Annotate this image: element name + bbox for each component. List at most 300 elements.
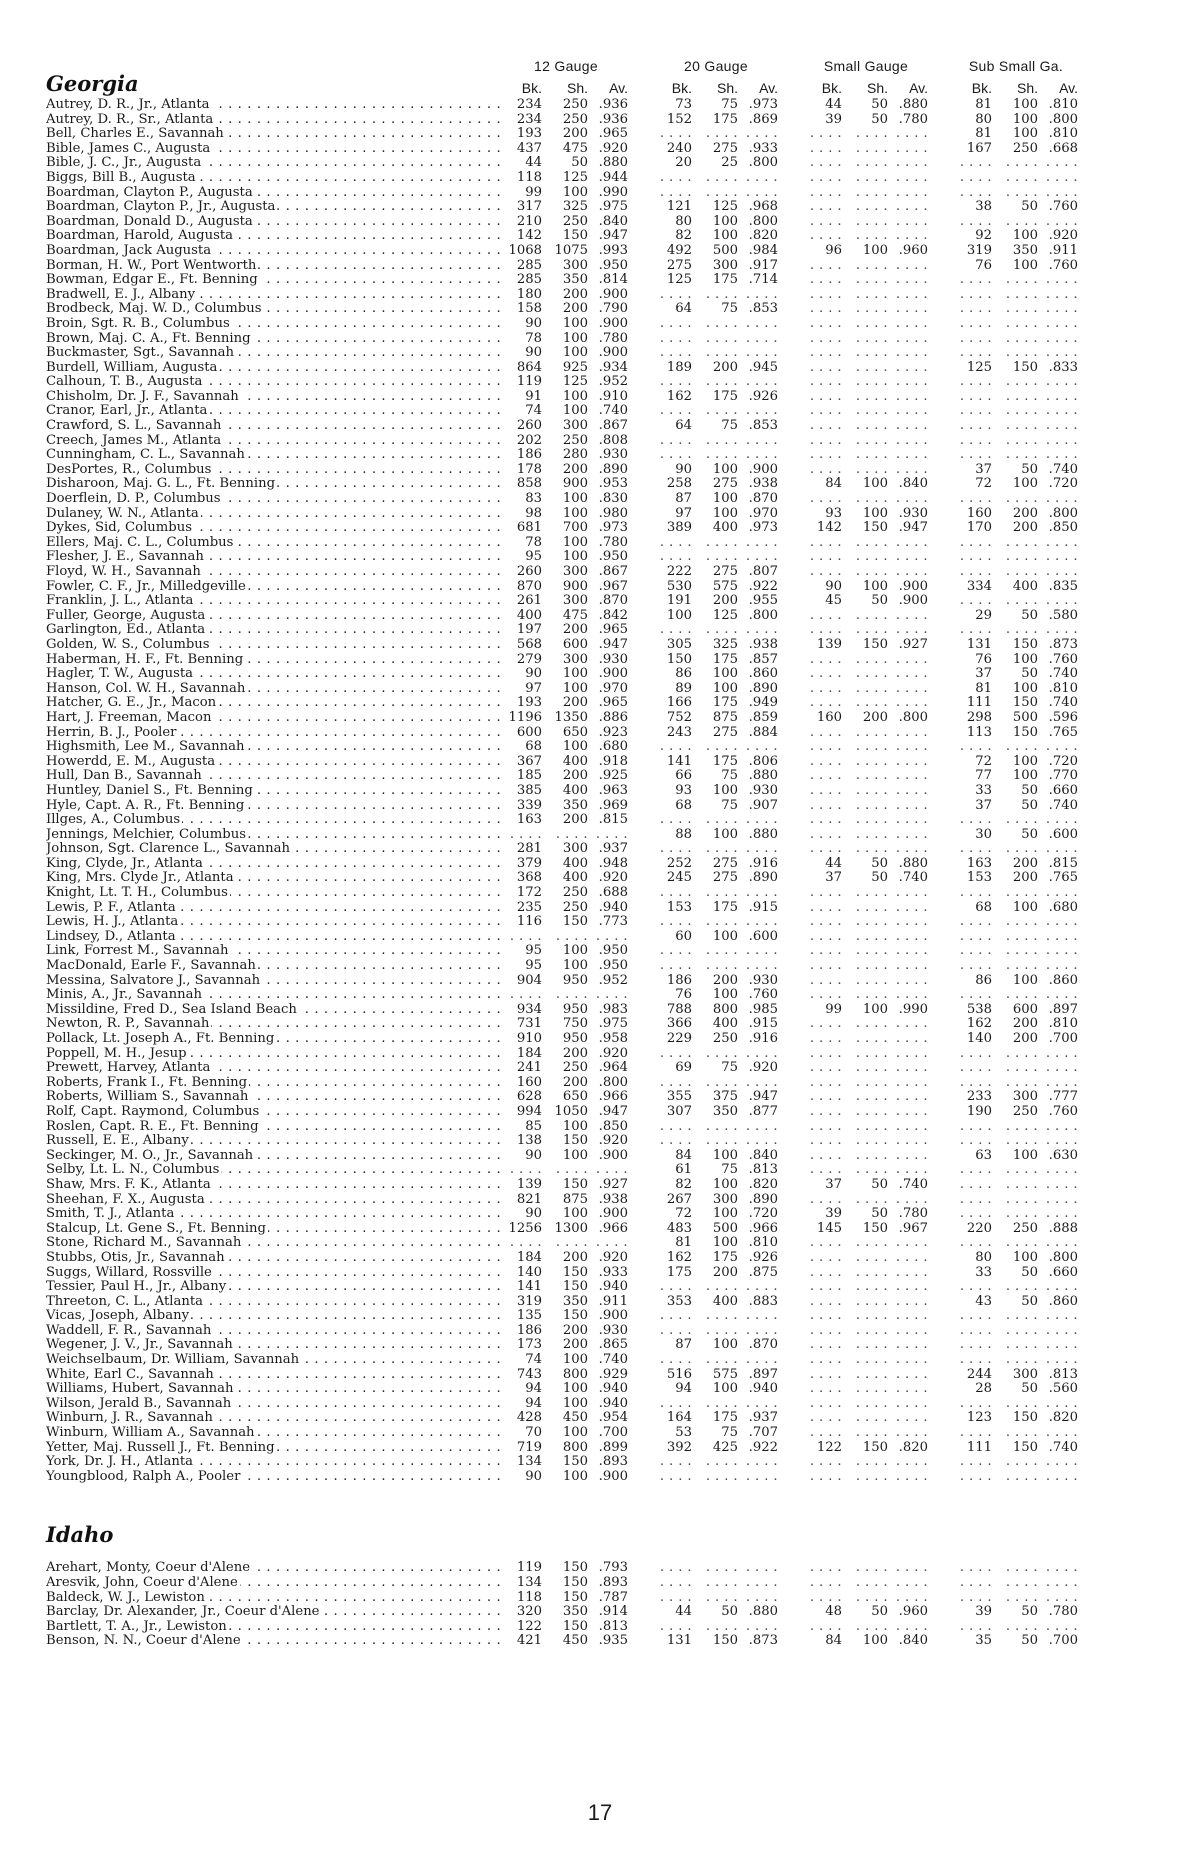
shooter-name xyxy=(46,1280,504,1295)
empty-cell: . . . . xyxy=(809,140,842,156)
empty-cell: . . . . xyxy=(809,987,842,1003)
empty-cell: . . . . xyxy=(509,1162,542,1178)
shots: 200 xyxy=(562,1322,588,1338)
average: .899 xyxy=(598,1439,628,1455)
shooter-name-text: Seckinger, M. O., Jr., Savannah xyxy=(46,1148,254,1163)
column-header: Av. xyxy=(759,80,778,96)
empty-cell: . . . . xyxy=(809,972,842,988)
empty-cell: . . . . xyxy=(1005,1322,1038,1338)
birds-broken: 48 xyxy=(825,1604,842,1620)
empty-cell: . . . . xyxy=(1045,1425,1078,1441)
shots: 150 xyxy=(862,636,888,652)
birds-broken: 164 xyxy=(666,1410,692,1426)
empty-cell: . . . . xyxy=(855,1249,888,1265)
shooter-name xyxy=(46,1090,504,1105)
shooter-name-text: Burdell, William, Augusta xyxy=(46,360,218,375)
empty-cell: . . . . xyxy=(1005,958,1038,974)
empty-cell: . . . . xyxy=(895,1425,928,1441)
shooter-name-text: Waddell, F. R., Savannah xyxy=(46,1323,212,1338)
shooter-row xyxy=(46,1309,1161,1324)
empty-cell: . . . . xyxy=(1045,1191,1078,1207)
average: .963 xyxy=(598,782,628,798)
empty-cell: . . . . xyxy=(959,301,992,317)
shooter-name xyxy=(46,1353,504,1368)
average: .707 xyxy=(748,1425,778,1441)
shooter-name xyxy=(46,886,504,901)
birds-broken: 162 xyxy=(966,1016,992,1032)
shooter-name xyxy=(46,594,504,609)
shots: 50 xyxy=(1021,782,1038,798)
empty-cell: . . . . xyxy=(1045,622,1078,638)
shooter-row xyxy=(46,1620,1161,1635)
empty-cell: . . . . xyxy=(555,826,588,842)
empty-cell: . . . . xyxy=(705,126,738,142)
shooter-name-text: Fuller, George, Augusta xyxy=(46,608,206,623)
average: .840 xyxy=(748,1147,778,1163)
birds-broken: 90 xyxy=(525,1206,542,1222)
empty-cell: . . . . xyxy=(809,1589,842,1605)
empty-cell: . . . . xyxy=(895,1308,928,1324)
birds-broken: 91 xyxy=(525,388,542,404)
shooter-name xyxy=(46,1032,504,1047)
empty-cell: . . . . xyxy=(809,914,842,930)
empty-cell: . . . . xyxy=(809,257,842,273)
shots: 100 xyxy=(712,928,738,944)
birds-broken: 85 xyxy=(525,1118,542,1134)
shooter-name-text: Bible, J. C., Jr., Augusta xyxy=(46,156,202,171)
shots: 250 xyxy=(562,1060,588,1076)
shots: 100 xyxy=(712,1337,738,1353)
shooter-name xyxy=(46,1411,504,1426)
shooter-name-text: Threeton, C. L., Atlanta xyxy=(46,1294,203,1309)
shooter-name xyxy=(46,682,504,697)
average: .965 xyxy=(598,126,628,142)
empty-cell: . . . . xyxy=(509,928,542,944)
birds-broken: 681 xyxy=(516,520,542,536)
average: .900 xyxy=(598,666,628,682)
empty-cell: . . . . xyxy=(895,461,928,477)
empty-cell: . . . . xyxy=(1045,1337,1078,1353)
shooter-row xyxy=(46,1236,1161,1251)
empty-cell: . . . . xyxy=(705,447,738,463)
shots: 950 xyxy=(562,1001,588,1017)
shooter-name-text: Selby, Lt. L. N., Columbus xyxy=(46,1163,220,1178)
empty-cell: . . . . xyxy=(809,359,842,375)
shots: 100 xyxy=(562,739,588,755)
shooter-row xyxy=(46,273,1161,288)
average: .870 xyxy=(748,1337,778,1353)
birds-broken: 118 xyxy=(516,1589,542,1605)
shots: 150 xyxy=(862,1220,888,1236)
shooter-name-text: Chisholm, Dr. J. F., Savannah xyxy=(46,389,239,404)
shooter-row xyxy=(46,1295,1161,1310)
empty-cell: . . . . xyxy=(659,1074,692,1090)
empty-cell: . . . . xyxy=(1005,432,1038,448)
birds-broken: 95 xyxy=(525,958,542,974)
average: .950 xyxy=(598,943,628,959)
empty-cell: . . . . xyxy=(959,1235,992,1251)
average: .985 xyxy=(748,1001,778,1017)
birds-broken: 72 xyxy=(975,753,992,769)
shooter-name xyxy=(46,1368,504,1383)
shooter-row xyxy=(46,142,1161,157)
average: .926 xyxy=(748,388,778,404)
empty-cell: . . . . xyxy=(595,928,628,944)
empty-cell: . . . . xyxy=(659,447,692,463)
shots: 100 xyxy=(712,461,738,477)
average: .596 xyxy=(1048,709,1078,725)
empty-cell: . . . . xyxy=(959,885,992,901)
empty-cell: . . . . xyxy=(895,943,928,959)
empty-cell: . . . . xyxy=(705,1395,738,1411)
shooter-row xyxy=(46,594,1161,609)
empty-cell: . . . . xyxy=(895,228,928,244)
shooter-name-text: Hart, J. Freeman, Macon xyxy=(46,710,212,725)
average: .806 xyxy=(748,753,778,769)
column-header: Bk. xyxy=(971,80,992,96)
shooter-row xyxy=(46,1338,1161,1353)
shooter-name-text: Franklin, J. L., Atlanta xyxy=(46,594,194,609)
birds-broken: 74 xyxy=(525,1352,542,1368)
shots: 50 xyxy=(871,870,888,886)
shots: 200 xyxy=(1012,855,1038,871)
empty-cell: . . . . xyxy=(895,812,928,828)
shooter-row xyxy=(46,886,1161,901)
average: .993 xyxy=(598,242,628,258)
empty-cell: . . . . xyxy=(659,374,692,390)
birds-broken: 492 xyxy=(666,242,692,258)
empty-cell: . . . . xyxy=(855,899,888,915)
empty-cell: . . . . xyxy=(809,403,842,419)
birds-broken: 90 xyxy=(525,345,542,361)
shooter-name xyxy=(46,434,504,449)
empty-cell: . . . . xyxy=(809,1410,842,1426)
birds-broken: 379 xyxy=(516,855,542,871)
shots: 75 xyxy=(721,1162,738,1178)
empty-cell: . . . . xyxy=(959,1468,992,1484)
shooter-row xyxy=(46,682,1161,697)
shots: 800 xyxy=(562,1366,588,1382)
shooter-row xyxy=(46,974,1161,989)
empty-cell: . . . . xyxy=(1045,1162,1078,1178)
average: .926 xyxy=(748,1249,778,1265)
empty-cell: . . . . xyxy=(595,987,628,1003)
empty-cell: . . . . xyxy=(855,1454,888,1470)
birds-broken: 437 xyxy=(516,140,542,156)
average: .967 xyxy=(598,578,628,594)
shooter-name-text: Autrey, D. R., Sr., Atlanta xyxy=(46,112,214,127)
birds-broken: 116 xyxy=(516,914,542,930)
empty-cell: . . . . xyxy=(1045,1352,1078,1368)
birds-broken: 178 xyxy=(516,461,542,477)
shooter-row xyxy=(46,1120,1161,1135)
shooter-name xyxy=(46,404,504,419)
empty-cell: . . . . xyxy=(595,826,628,842)
birds-broken: 86 xyxy=(675,666,692,682)
empty-cell: . . . . xyxy=(745,841,778,857)
shots: 25 xyxy=(721,155,738,171)
birds-broken: 160 xyxy=(816,709,842,725)
shooter-row xyxy=(46,463,1161,478)
empty-cell: . . . . xyxy=(1005,1308,1038,1324)
shots: 500 xyxy=(712,242,738,258)
birds-broken: 76 xyxy=(975,651,992,667)
empty-cell: . . . . xyxy=(809,1293,842,1309)
average: .740 xyxy=(1048,797,1078,813)
birds-broken: 1256 xyxy=(508,1220,542,1236)
empty-cell: . . . . xyxy=(895,622,928,638)
empty-cell: . . . . xyxy=(1045,374,1078,390)
empty-cell: . . . . xyxy=(1045,914,1078,930)
empty-cell: . . . . xyxy=(1005,272,1038,288)
empty-cell: . . . . xyxy=(705,943,738,959)
birds-broken: 84 xyxy=(825,476,842,492)
shooter-name-text: Ellers, Maj. C. L., Columbus xyxy=(46,535,234,550)
birds-broken: 175 xyxy=(666,1264,692,1280)
empty-cell: . . . . xyxy=(855,1322,888,1338)
birds-broken: 90 xyxy=(825,578,842,594)
birds-broken: 89 xyxy=(675,680,692,696)
shooter-name-text: Borman, H. W., Port Wentworth xyxy=(46,258,257,273)
shooter-name-text: Wilson, Jerald B., Savannah xyxy=(46,1396,232,1411)
empty-cell: . . . . xyxy=(959,1589,992,1605)
empty-cell: . . . . xyxy=(1045,1575,1078,1590)
shots: 200 xyxy=(562,812,588,828)
empty-cell: . . . . xyxy=(895,491,928,507)
birds-broken: 202 xyxy=(516,432,542,448)
shooter-name-text: Bowman, Edgar E., Ft. Benning xyxy=(46,273,258,288)
empty-cell: . . . . xyxy=(809,1468,842,1484)
empty-cell: . . . . xyxy=(745,330,778,346)
shooter-name-text: Highsmith, Lee M., Savannah xyxy=(46,740,245,755)
birds-broken: 111 xyxy=(966,695,992,711)
average: .950 xyxy=(598,549,628,565)
empty-cell: . . . . xyxy=(855,958,888,974)
birds-broken: 189 xyxy=(666,359,692,375)
shots: 50 xyxy=(1021,666,1038,682)
birds-broken: 141 xyxy=(516,1279,542,1295)
shooter-row xyxy=(46,419,1161,434)
empty-cell: . . . . xyxy=(809,228,842,244)
empty-cell: . . . . xyxy=(895,797,928,813)
empty-cell: . . . . xyxy=(705,1454,738,1470)
average: .916 xyxy=(748,855,778,871)
shooter-name xyxy=(46,448,504,463)
birds-broken: 68 xyxy=(675,797,692,813)
empty-cell: . . . . xyxy=(895,1235,928,1251)
shooter-name xyxy=(46,1561,504,1576)
empty-cell: . . . . xyxy=(705,1118,738,1134)
birds-broken: 76 xyxy=(675,987,692,1003)
empty-cell: . . . . xyxy=(809,768,842,784)
empty-cell: . . . . xyxy=(1045,388,1078,404)
birds-broken: 37 xyxy=(825,1176,842,1192)
empty-cell: . . . . xyxy=(809,680,842,696)
shooter-name-text: Dykes, Sid, Columbus xyxy=(46,521,192,536)
empty-cell: . . . . xyxy=(1005,345,1038,361)
shooter-row xyxy=(46,1411,1161,1426)
empty-cell: . . . . xyxy=(1005,622,1038,638)
average: .920 xyxy=(598,1133,628,1149)
shots: 50 xyxy=(871,97,888,112)
empty-cell: . . . . xyxy=(855,1074,888,1090)
empty-cell: . . . . xyxy=(895,768,928,784)
birds-broken: 864 xyxy=(516,359,542,375)
shots: 900 xyxy=(562,578,588,594)
average: .720 xyxy=(1048,753,1078,769)
shots: 50 xyxy=(1021,1264,1038,1280)
shots: 100 xyxy=(712,826,738,842)
empty-cell: . . . . xyxy=(1045,155,1078,171)
shots: 100 xyxy=(712,491,738,507)
birds-broken: 233 xyxy=(966,1089,992,1105)
shooter-row xyxy=(46,565,1161,580)
empty-cell: . . . . xyxy=(895,1395,928,1411)
empty-cell: . . . . xyxy=(855,1118,888,1134)
average: .922 xyxy=(748,578,778,594)
average: .700 xyxy=(598,1425,628,1441)
empty-cell: . . . . xyxy=(895,1118,928,1134)
shooter-name-text: Cranor, Earl, Jr., Atlanta xyxy=(46,404,208,419)
average: .900 xyxy=(598,286,628,302)
average: .820 xyxy=(748,228,778,244)
shooter-row xyxy=(46,127,1161,142)
birds-broken: 355 xyxy=(666,1089,692,1105)
average: .780 xyxy=(898,1206,928,1222)
empty-cell: . . . . xyxy=(555,987,588,1003)
shooter-row xyxy=(46,944,1161,959)
empty-cell: . . . . xyxy=(659,432,692,448)
empty-cell: . . . . xyxy=(895,914,928,930)
shots: 400 xyxy=(562,870,588,886)
average: .930 xyxy=(748,972,778,988)
empty-cell: . . . . xyxy=(809,1074,842,1090)
shooter-row xyxy=(46,638,1161,653)
empty-cell: . . . . xyxy=(895,345,928,361)
shooter-row xyxy=(46,229,1161,244)
empty-cell: . . . . xyxy=(705,534,738,550)
shots: 150 xyxy=(562,1454,588,1470)
birds-broken: 90 xyxy=(525,666,542,682)
empty-cell: . . . . xyxy=(959,447,992,463)
empty-cell: . . . . xyxy=(809,1133,842,1149)
shooter-name-text: Pollack, Lt. Joseph A., Ft. Benning xyxy=(46,1032,275,1046)
shots: 100 xyxy=(562,1425,588,1441)
birds-broken: 279 xyxy=(516,651,542,667)
average: .897 xyxy=(748,1366,778,1382)
shooter-name-text: Buckmaster, Sgt., Savannah xyxy=(46,346,234,361)
shooter-name-text: Boardman, Clayton P., Jr., Augusta xyxy=(46,200,276,215)
birds-broken: 37 xyxy=(975,461,992,477)
birds-broken: 28 xyxy=(975,1381,992,1397)
shots: 600 xyxy=(1012,1001,1038,1017)
empty-cell: . . . . xyxy=(809,432,842,448)
birds-broken: 305 xyxy=(666,636,692,652)
empty-cell: . . . . xyxy=(809,199,842,215)
average: .740 xyxy=(1048,666,1078,682)
birds-broken: 33 xyxy=(975,782,992,798)
average: .916 xyxy=(748,1031,778,1046)
shooter-row xyxy=(46,1368,1161,1383)
empty-cell: . . . . xyxy=(895,651,928,667)
state-section xyxy=(46,58,1161,1484)
empty-cell: . . . . xyxy=(745,1133,778,1149)
empty-cell: . . . . xyxy=(809,330,842,346)
shooter-name-text: Minis, A., Jr., Savannah xyxy=(46,988,202,1003)
birds-broken: 38 xyxy=(975,199,992,215)
shots: 200 xyxy=(712,972,738,988)
shots: 400 xyxy=(562,782,588,798)
empty-cell: . . . . xyxy=(855,1381,888,1397)
birds-broken: 64 xyxy=(675,301,692,317)
shooter-name xyxy=(46,696,504,711)
shots: 175 xyxy=(712,899,738,915)
empty-cell: . . . . xyxy=(855,651,888,667)
empty-cell: . . . . xyxy=(1005,1560,1038,1576)
shots: 800 xyxy=(562,1439,588,1455)
empty-cell: . . . . xyxy=(809,1060,842,1076)
shooter-name xyxy=(46,1591,504,1606)
empty-cell: . . . . xyxy=(895,1191,928,1207)
shooter-row xyxy=(46,200,1161,215)
empty-cell: . . . . xyxy=(659,841,692,857)
empty-cell: . . . . xyxy=(1045,1176,1078,1192)
empty-cell: . . . . xyxy=(659,914,692,930)
empty-cell: . . . . xyxy=(895,272,928,288)
empty-cell: . . . . xyxy=(1045,491,1078,507)
shots: 150 xyxy=(562,914,588,930)
empty-cell: . . . . xyxy=(745,1308,778,1324)
empty-cell: . . . . xyxy=(745,958,778,974)
empty-cell: . . . . xyxy=(1005,549,1038,565)
shots: 100 xyxy=(562,1395,588,1411)
shooter-row xyxy=(46,550,1161,565)
empty-cell: . . . . xyxy=(895,1352,928,1368)
empty-cell: . . . . xyxy=(809,564,842,579)
empty-cell: . . . . xyxy=(1005,1589,1038,1605)
empty-cell: . . . . xyxy=(745,1352,778,1368)
shots: 100 xyxy=(1012,126,1038,142)
empty-cell: . . . . xyxy=(855,272,888,288)
empty-cell: . . . . xyxy=(895,782,928,798)
empty-cell: . . . . xyxy=(895,841,928,857)
empty-cell: . . . . xyxy=(1005,1162,1038,1178)
shots: 100 xyxy=(862,505,888,521)
shooter-name xyxy=(46,1236,504,1251)
shots: 200 xyxy=(712,593,738,609)
birds-broken: 87 xyxy=(675,1337,692,1353)
shots: 100 xyxy=(1012,768,1038,784)
empty-cell: . . . . xyxy=(809,622,842,638)
birds-broken: 96 xyxy=(825,242,842,258)
empty-cell: . . . . xyxy=(855,1264,888,1280)
shots: 280 xyxy=(562,447,588,463)
shooter-name-text: Lewis, P. F., Atlanta xyxy=(46,900,176,915)
shots: 475 xyxy=(562,607,588,623)
shooter-row xyxy=(46,1163,1161,1178)
birds-broken: 69 xyxy=(675,1060,692,1076)
empty-cell: . . . . xyxy=(855,987,888,1003)
empty-cell: . . . . xyxy=(745,1074,778,1090)
shooter-name-text: Stone, Richard M., Savannah xyxy=(46,1236,242,1251)
shots: 50 xyxy=(1021,797,1038,813)
shots: 100 xyxy=(562,958,588,974)
shots: 275 xyxy=(712,564,738,579)
shots: 800 xyxy=(712,1001,738,1017)
shooter-name-text: Hagler, T. W., Augusta xyxy=(46,667,194,682)
average: .814 xyxy=(598,272,628,288)
average: .975 xyxy=(598,199,628,215)
